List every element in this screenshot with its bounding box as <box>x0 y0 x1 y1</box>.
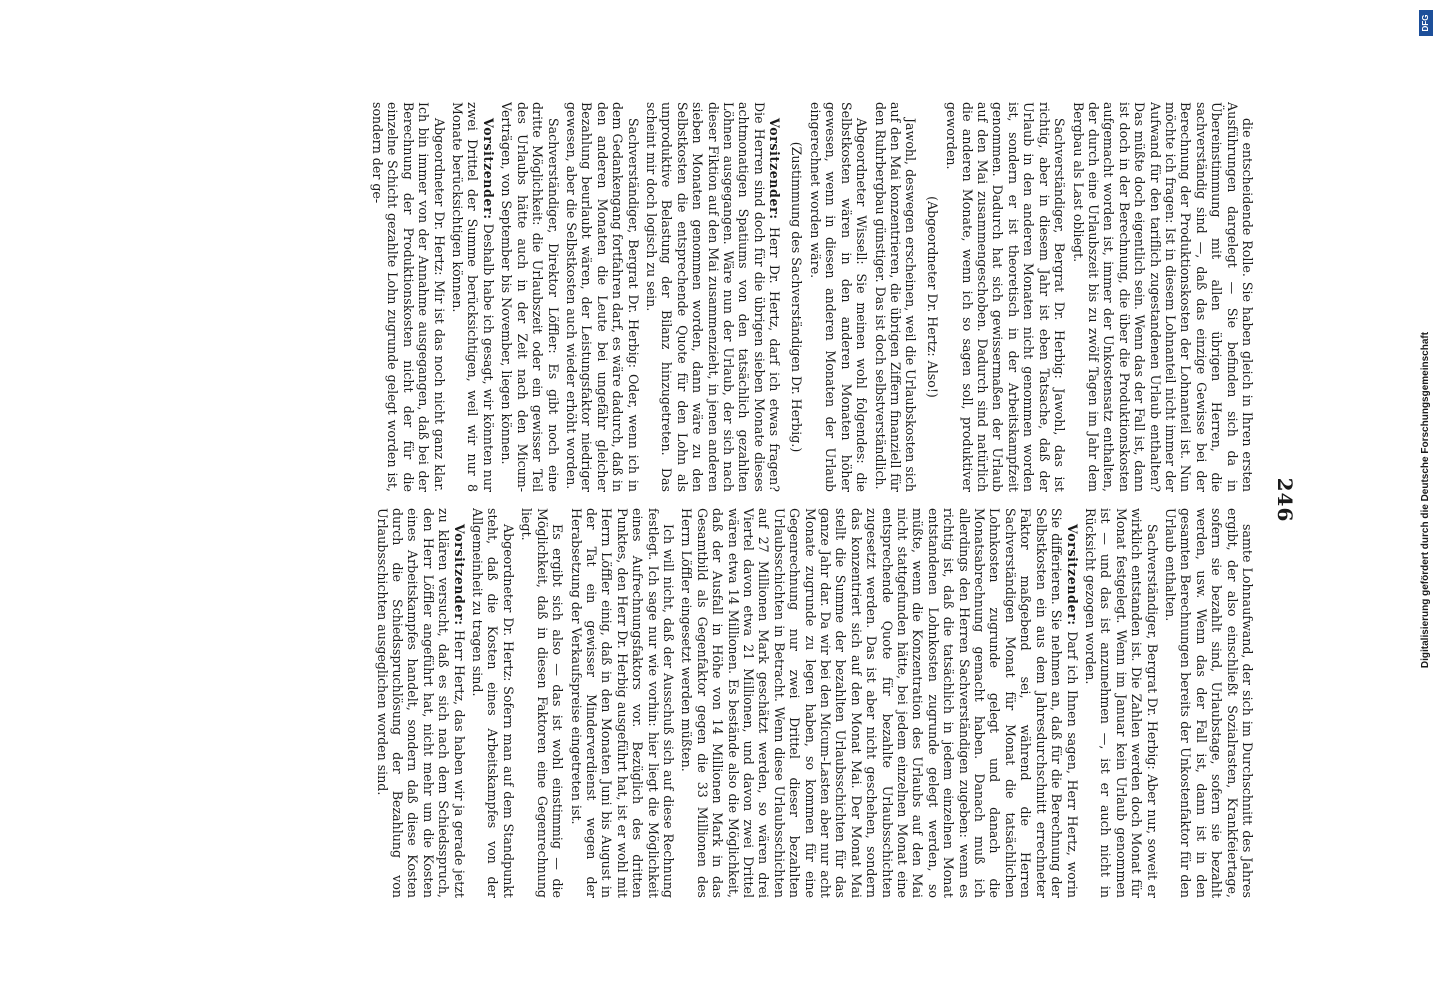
paragraph-text: Sachverständiger, Bergrat Dr. Herbig: Aber nur, soweit er wirklich entstanden ist. Die Zahlen werden doch Monat für Monat festgelegt. Wenn im Januar kein Urlaub genommen ist — und das ist anzunehmen —, ist er auch nicht in Rücksicht gezogen worden. <box>1082 508 1160 898</box>
paragraph <box>450 102 496 492</box>
paragraph-text: Sachverständiger, Bergrat Dr. Herbig: Jawohl, das ist richtig, aber in diesem Jahr ist eben Tatsache, daß der Urlaub in den anderen Monaten nicht genommen worden ist, sondern er ist theoretisch in der Arbeitskampfzeit genommen. Dadurch hat sich gewissermaßen der Urlaub auf den Mai zusammengeschoben. Dadurch sind natürlich die anderen Monate, wenn ich so sagen soll, produktiver geworden. <box>944 102 1068 492</box>
paragraph-text: Sachverständiger, Direktor Löffler: Es gibt noch eine dritte Möglichkeit: die Urlaubszeit oder ein gewisser Teil des Urlaubs hätte auch in der Zeit nach den Micum-Verträgen, von September bis November, liegen können. <box>499 102 561 492</box>
digitization-note: Digitalisierung gefördert durch die Deutsche Forschungsgemeinschaft <box>1420 331 1431 669</box>
speaker-label: Vorsitzender: <box>767 118 783 220</box>
paragraph <box>679 508 1080 898</box>
paragraph-text: Herr Hertz, das haben wir ja gerade jetzt zu klären versucht, daß es sich nach dem Schiedsspruch, den Herr Löffler angeführt hat, nicht mehr um die Kosten eines Arbeitskampfes handelt, sondern daß diese Kosten durch die Schiedsspruchlösung der Bezahlung von Urlaubsschichten ausgeglichen worden sind. <box>374 508 467 898</box>
paragraph <box>564 102 641 492</box>
page-number: 246 <box>1273 477 1297 523</box>
speaker-label: Vorsitzender: <box>451 524 467 626</box>
document-sheet <box>129 90 1305 910</box>
paragraph <box>519 508 565 898</box>
paragraph-text: samte Lohnaufwand, der sich im Durchschnitt des Jahres ergibt, der also einschließt Sozialrasten, Krankfeiertage, sofern sie bezahlt sind, Urlaubstage, sofern sie bezahlt werden, usw. Wenn das der Fall ist, dann ist in den gesamten Berechnungen bereits der Unkostenfaktor für den Urlaub enthalten. <box>1162 508 1255 898</box>
paragraph <box>788 102 803 492</box>
paragraph <box>644 102 783 492</box>
dfg-logo-text: DFG <box>1421 14 1430 32</box>
paragraph-text: Sachverständiger, Bergrat Dr. Herbig: Oder, wenn ich in dem Gedankengang fortfahren darf, es wäre dadurch, daß in den anderen Monaten die Leute bei ungefähr gleicher Bezahlung beurlaubt wären, der Leistungsfaktor niedriger gewesen, aber die Selbstkosten auch wieder erhöht worden. <box>563 102 641 492</box>
paragraph <box>924 102 939 492</box>
paragraph-text: die entscheidende Rolle. Sie haben gleich in Ihren ersten Ausführungen dargelegt — Sie befinden sich da in Übereinstimmung mit allen übrigen Herren, die sachverständig sind —, daß das einzige Gewisse bei der Berechnung der Produktionskosten der Lohnanteil ist. Nun möchte ich fragen: Ist in diesem Lohnanteil nicht immer der Aufwand für den tariflich zugestandenen Urlaub enthalten? Das müßte doch eigentlich sein. Wenn das der Fall ist, dann ist doch in der Berechnung, die über die Produktionskosten aufgemacht worden ist, immer der Unkostensatz enthalten, der durch eine Urlaubszeit bis zu zwölf Tagen im Jahr dem Bergbau als Last obliegt. <box>1070 102 1255 492</box>
paragraph-text: Es ergibt sich also — das ist wohl einstimmig — die Möglichkeit, daß in diesen Faktoren eine Gegenrechnung liegt. <box>519 508 566 898</box>
paragraph-text: (Zustimmung des Sachverständigen Dr. Herbig.) <box>788 141 804 453</box>
paragraph <box>944 102 1067 492</box>
paragraph <box>808 102 870 492</box>
paragraph-text: Jawohl, deswegen erscheinen, weil die Urlaubskosten sich auf den Mai konzentrieren, die übrigen Ziffern finanziell für den Ruhrbergbau günstiger. Das ist doch selbstverständlich. <box>872 102 919 492</box>
paragraph <box>374 508 466 898</box>
paragraph <box>1163 508 1255 898</box>
paragraph <box>568 508 676 898</box>
paragraph-text: Abgeordneter Dr. Hertz: Sofern man auf dem Standpunkt steht, daß die Kosten eines Arbeitskampfes von der Allgemeinheit zu tragen sind. <box>470 508 516 898</box>
paragraph <box>470 508 516 898</box>
paragraph-text: (Abgeordneter Dr. Hertz: Also!) <box>924 196 940 398</box>
speaker-label: Vorsitzender: <box>1064 524 1080 626</box>
paragraph-text: Abgeordneter Dr. Hertz: Mir ist das noch nicht ganz klar. Ich bin immer von der Annahme ausgegangen, daß bei der Berechnung der Produktionskosten nicht der für die einzelne Schicht gezahlte Lohn zugrunde gelegt worden ist, sondern der ge- <box>370 102 447 492</box>
text-column-left <box>155 102 1255 492</box>
speaker-label: Vorsitzender: <box>480 118 496 220</box>
paragraph-text: Deshalb habe ich gesagt, wir könnten nur zwei Drittel der Summe berücksichtigen, weil wir nur 8 Monate berücksichtigen können. <box>450 102 496 492</box>
text-column-right <box>155 508 1255 898</box>
paragraph-text: Abgeordneter Wissell: Sie meinen wohl folgendes: die Selbstkosten wären in den anderen Monaten höher gewesen, wenn in diesen anderen Monaten der Urlaub eingerechnet worden wäre. <box>808 102 870 492</box>
paragraph <box>499 102 561 492</box>
paragraph-text: Ich will nicht, daß der Ausschuß sich auf diese Rechnung festlegt. Ich sage nur wie vorhin: hier liegt die Möglichkeit eines Aufrechnungsfaktors vor. Bezüglich des dritten Punktes, den Herr Dr. Herbig ausgeführt hat, ist er wohl mit Herrn Löffler einig, daß in den Monaten Juni bis August in der Tat ein gewisser Minderverdienst wegen der Herabsetzung der Verkaufspreise eingetreten ist. <box>568 508 676 898</box>
paragraph-text: Darf ich Ihnen sagen, Herr Hertz, worin Sie differieren. Sie nehmen an, daß für die Berechnung der Selbstkosten ein aus dem Jahresdurchschnitt errechneter Faktor maßgebend sei, während die Herren Sachverständigen Monat für Monat die tatsächlichen Lohnkosten zugrunde gelegt und danach die Monatsabrechnung gemacht haben. Danach muß ich allerdings den Herren Sachverständigen zugeben: wenn es richtig ist, daß die tatsächlich in jedem einzelnen Monat entstandenen Lohnkosten zugrunde gelegt werden, so müßte, wenn die Konzentration des Urlaubs auf den Mai nicht stattgefunden hätte, bei jedem einzelnen Monat eine entsprechende Quote für bezahlte Urlaubsschichten zugesetzt werden. Das ist aber nicht geschehen, sondern das konzentriert sich auf den Monat Mai. Der Monat Mai stellt die Summe der bezahlten Urlaubsschichten für das ganze Jahr dar. Da wir bei den Micum-Lasten aber nur acht Monate zugrunde zu legen haben, so kommen für eine Gegenrechnung nur zwei Drittel dieser bezahlten Urlaubsschichten in Betracht. Wenn diese Urlaubsschichten auf 27 Millionen Mark geschätzt werden, so wären drei Viertel davon etwa 21 Millionen, und davon zwei Drittel wären etwa 14 Millionen. Es bestände also die Möglichkeit, daß der Ausfall in Höhe von 14 Millionen Mark in das Gesamtbild als Gegenfaktor gegen die 33 Millionen des Herrn Löffler eingesetzt werden müßten. <box>679 508 1080 898</box>
digitization-sidebar <box>1418 0 1434 1000</box>
paragraph <box>1083 508 1160 898</box>
paragraph <box>872 102 918 492</box>
paragraph <box>370 102 447 492</box>
paragraph <box>1070 102 1255 492</box>
paragraph-text: Herr Dr. Hertz, darf ich etwas fragen? Die Herren sind doch für die übrigen sieben Monate dieses achtmonatigen Spatiums von den tatsächlich gezahlten Löhnen ausgegangen. Wäre nun der Urlaub, der sich nach dieser Fiktion auf den Mai zusammenzieht, in jenen anderen sieben Monaten genommen worden, dann wäre zu den Selbstkosten die entsprechende Quote für den Lohn als unproduktive Belastung der Bilanz hinzugetreten. Das scheint mir doch logisch zu sein. <box>643 102 783 492</box>
